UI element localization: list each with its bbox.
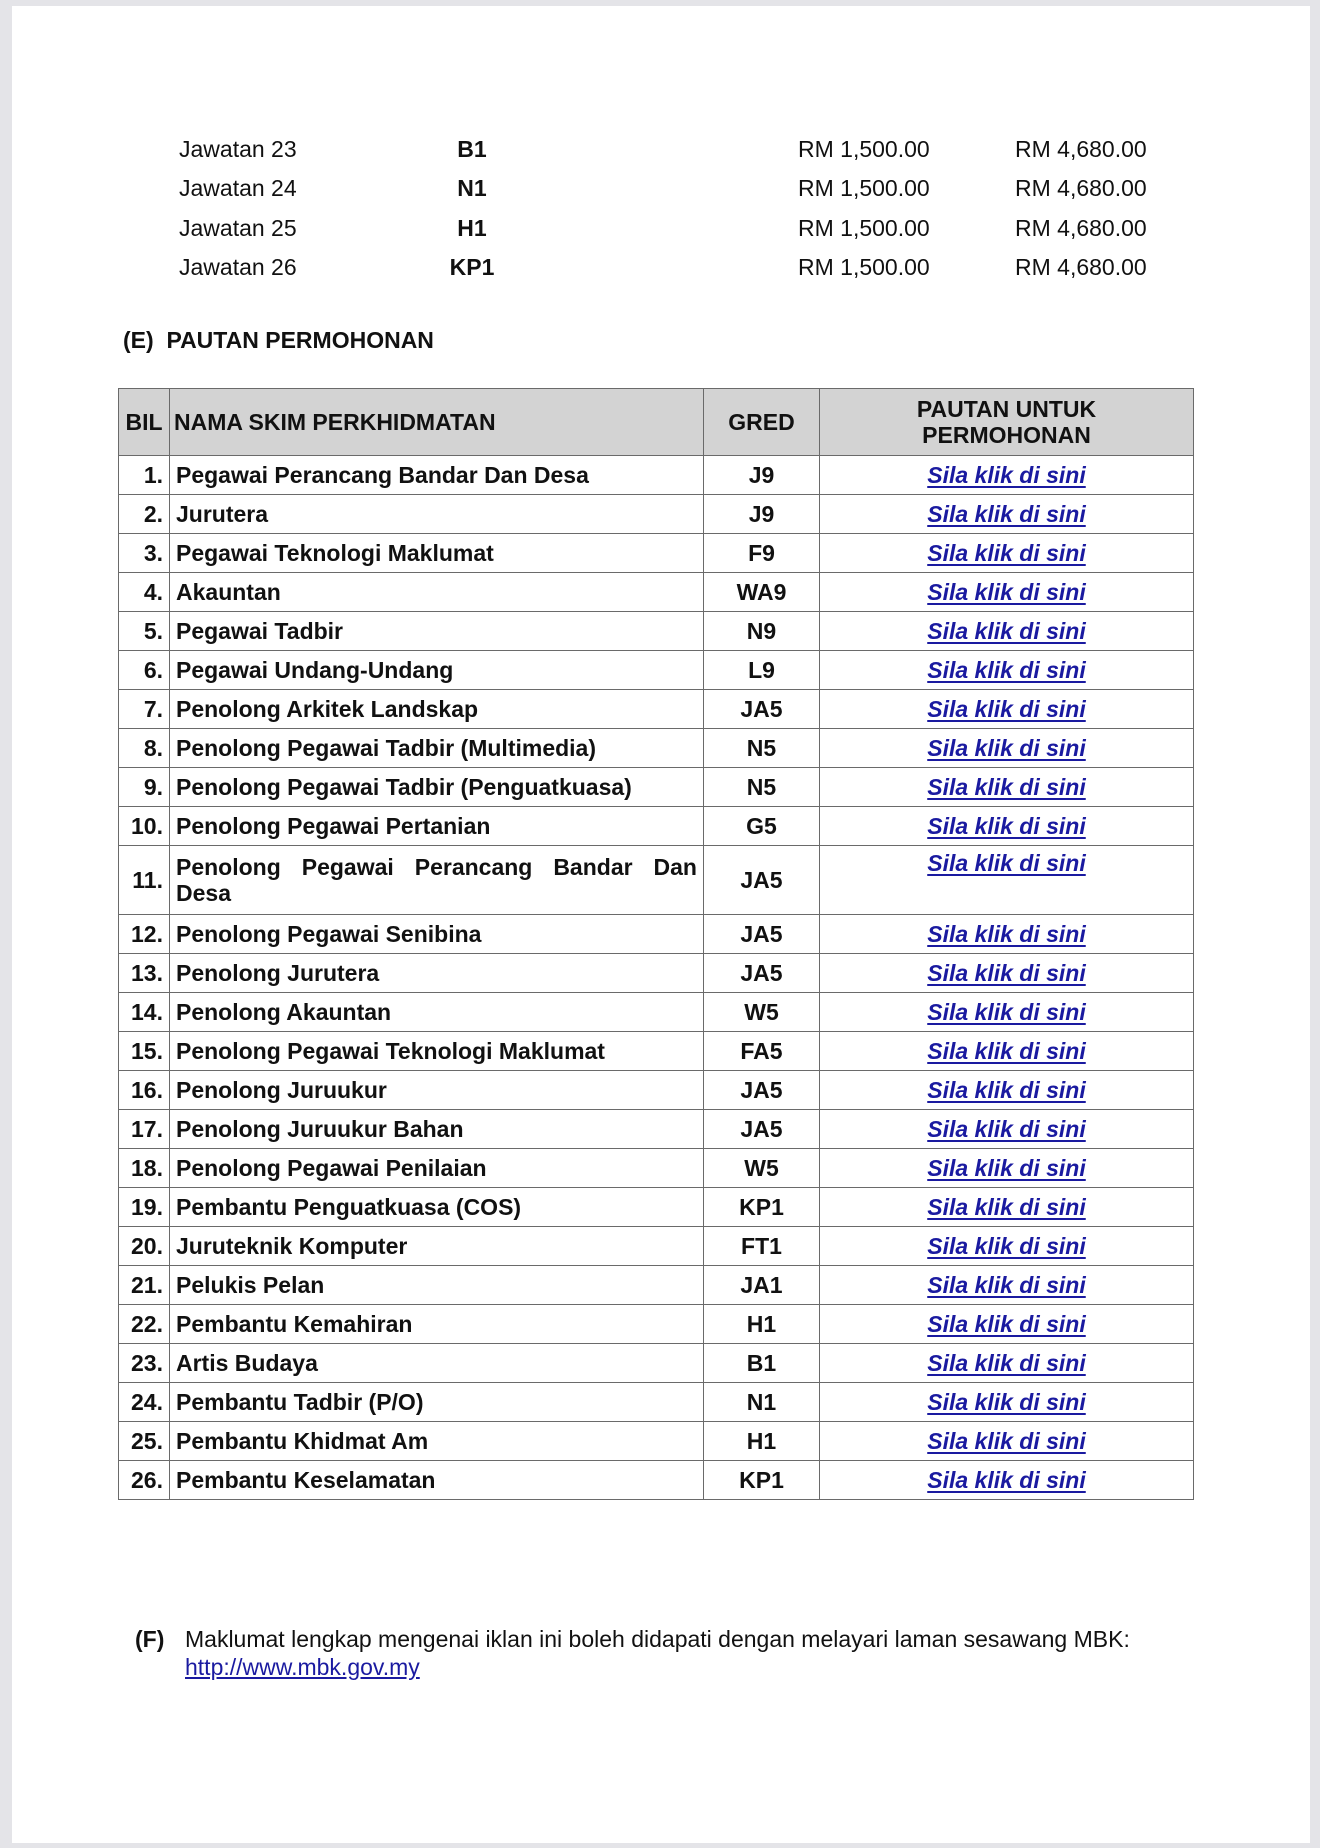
grade: N1 (704, 1383, 820, 1422)
section-f-text: Maklumat lengkap mengenai iklan ini boleh didapati dengan melayari laman sesawang MBK: (185, 1626, 1130, 1652)
header-link-line2: PERMOHONAN (922, 422, 1091, 448)
grade: H1 (704, 1305, 820, 1344)
apply-link[interactable]: Sila klik di sini (927, 1038, 1086, 1064)
link-cell (820, 1344, 1194, 1383)
grade: JA5 (704, 1071, 820, 1110)
link-cell (820, 534, 1194, 573)
apply-link[interactable]: Sila klik di sini (927, 1389, 1086, 1415)
salary-row (12, 134, 1310, 164)
link-cell (820, 612, 1194, 651)
row-number: 8. (119, 729, 170, 768)
scheme-name: Pelukis Pelan (170, 1266, 704, 1305)
row-number: 17. (119, 1110, 170, 1149)
position-name: Jawatan 23 (179, 136, 297, 162)
grade: H1 (704, 1422, 820, 1461)
table-row (119, 1344, 1194, 1383)
apply-link[interactable]: Sila klik di sini (927, 540, 1086, 566)
link-cell (820, 807, 1194, 846)
row-number: 24. (119, 1383, 170, 1422)
min-salary: RM 1,500.00 (798, 215, 930, 241)
apply-link[interactable]: Sila klik di sini (927, 696, 1086, 722)
section-e-heading: (E) PAUTAN PERMOHONAN (123, 327, 434, 353)
row-number: 26. (119, 1461, 170, 1500)
table-row (119, 729, 1194, 768)
apply-link[interactable]: Sila klik di sini (927, 579, 1086, 605)
table-row (119, 768, 1194, 807)
scheme-name: Pegawai Tadbir (170, 612, 704, 651)
table-row (119, 915, 1194, 954)
table-row (119, 1266, 1194, 1305)
apply-link[interactable]: Sila klik di sini (927, 1194, 1086, 1220)
row-number: 11. (119, 846, 170, 915)
row-number: 23. (119, 1344, 170, 1383)
grade: JA5 (704, 690, 820, 729)
scheme-name: Pembantu Tadbir (P/O) (170, 1383, 704, 1422)
table-row (119, 1422, 1194, 1461)
apply-link[interactable]: Sila klik di sini (927, 1350, 1086, 1376)
scheme-name: Penolong Jurutera (170, 954, 704, 993)
scheme-name: Penolong Arkitek Landskap (170, 690, 704, 729)
scheme-name: Pegawai Perancang Bandar Dan Desa (170, 456, 704, 495)
scheme-name: Jurutera (170, 495, 704, 534)
scheme-name: Pegawai Teknologi Maklumat (170, 534, 704, 573)
row-number: 4. (119, 573, 170, 612)
table-row (119, 1149, 1194, 1188)
apply-link[interactable]: Sila klik di sini (927, 774, 1086, 800)
grade: J9 (704, 495, 820, 534)
table-row (119, 612, 1194, 651)
application-links-table (118, 388, 1194, 1500)
row-number: 15. (119, 1032, 170, 1071)
scheme-name: Penolong Pegawai Teknologi Maklumat (170, 1032, 704, 1071)
apply-link[interactable]: Sila klik di sini (927, 1077, 1086, 1103)
link-cell (820, 495, 1194, 534)
table-row (119, 993, 1194, 1032)
table-row (119, 651, 1194, 690)
scheme-name: Penolong Juruukur (170, 1071, 704, 1110)
grade: JA5 (704, 954, 820, 993)
table-row (119, 534, 1194, 573)
scheme-name: Pembantu Keselamatan (170, 1461, 704, 1500)
table-row (119, 1227, 1194, 1266)
grade: N5 (704, 729, 820, 768)
apply-link[interactable]: Sila klik di sini (927, 1467, 1086, 1493)
scheme-name: Penolong Pegawai Tadbir (Penguatkuasa) (170, 768, 704, 807)
grade: KP1 (704, 1188, 820, 1227)
link-cell (820, 1266, 1194, 1305)
position-grade: H1 (457, 215, 487, 241)
apply-link[interactable]: Sila klik di sini (927, 813, 1086, 839)
table-row (119, 456, 1194, 495)
header-bil: BIL (119, 389, 170, 456)
apply-link[interactable]: Sila klik di sini (927, 1155, 1086, 1181)
grade: N5 (704, 768, 820, 807)
header-link-line1: PAUTAN UNTUK (916, 396, 1097, 422)
link-cell (820, 1071, 1194, 1110)
apply-link[interactable]: Sila klik di sini (927, 1272, 1086, 1298)
scheme-name: Juruteknik Komputer (170, 1227, 704, 1266)
table-row (119, 573, 1194, 612)
position-grade: B1 (457, 136, 487, 162)
scheme-name: Akauntan (170, 573, 704, 612)
link-cell (820, 1149, 1194, 1188)
link-cell (820, 954, 1194, 993)
scheme-name: Penolong Pegawai Penilaian (170, 1149, 704, 1188)
link-cell (820, 1227, 1194, 1266)
row-number: 5. (119, 612, 170, 651)
header-gred: GRED (704, 389, 820, 456)
max-salary: RM 4,680.00 (1015, 136, 1147, 162)
apply-link[interactable]: Sila klik di sini (927, 921, 1086, 947)
apply-link[interactable]: Sila klik di sini (927, 1116, 1086, 1142)
row-number: 1. (119, 456, 170, 495)
row-number: 25. (119, 1422, 170, 1461)
grade: L9 (704, 651, 820, 690)
link-cell (820, 690, 1194, 729)
table-row (119, 954, 1194, 993)
link-cell (820, 1032, 1194, 1071)
row-number: 9. (119, 768, 170, 807)
scheme-name: Penolong Pegawai Pertanian (170, 807, 704, 846)
header-link (820, 389, 1194, 456)
scheme-name: Pembantu Kemahiran (170, 1305, 704, 1344)
apply-link[interactable]: Sila klik di sini (927, 999, 1086, 1025)
table-row (119, 690, 1194, 729)
grade: JA5 (704, 915, 820, 954)
link-cell (820, 1422, 1194, 1461)
link-cell (820, 729, 1194, 768)
scheme-name: Artis Budaya (170, 1344, 704, 1383)
table-row (119, 1461, 1194, 1500)
apply-link[interactable]: Sila klik di sini (927, 1428, 1086, 1454)
link-cell (820, 573, 1194, 612)
position-name: Jawatan 25 (179, 215, 297, 241)
grade: FA5 (704, 1032, 820, 1071)
apply-link[interactable]: Sila klik di sini (927, 960, 1086, 986)
max-salary: RM 4,680.00 (1015, 175, 1147, 201)
row-number: 21. (119, 1266, 170, 1305)
apply-link[interactable]: Sila klik di sini (927, 462, 1086, 488)
row-number: 22. (119, 1305, 170, 1344)
min-salary: RM 1,500.00 (798, 136, 930, 162)
grade: KP1 (704, 1461, 820, 1500)
apply-link[interactable]: Sila klik di sini (927, 1233, 1086, 1259)
grade: WA9 (704, 573, 820, 612)
scheme-name: Pegawai Undang-Undang (170, 651, 704, 690)
table-row (119, 1032, 1194, 1071)
salary-row (12, 252, 1310, 282)
link-cell (820, 768, 1194, 807)
document-page (12, 6, 1310, 1843)
table-row (119, 1110, 1194, 1149)
row-number: 14. (119, 993, 170, 1032)
apply-link[interactable]: Sila klik di sini (927, 657, 1086, 683)
row-number: 19. (119, 1188, 170, 1227)
max-salary: RM 4,680.00 (1015, 254, 1147, 280)
table-header-row (119, 389, 1194, 456)
row-number: 6. (119, 651, 170, 690)
scheme-name: Pembantu Penguatkuasa (COS) (170, 1188, 704, 1227)
apply-link[interactable]: Sila klik di sini (927, 1311, 1086, 1337)
position-grade: N1 (457, 175, 487, 201)
grade: N9 (704, 612, 820, 651)
table-row (119, 1305, 1194, 1344)
salary-row (12, 213, 1310, 243)
table-row (119, 1383, 1194, 1422)
row-number: 2. (119, 495, 170, 534)
link-cell (820, 1110, 1194, 1149)
apply-link[interactable]: Sila klik di sini (927, 850, 1086, 876)
grade: W5 (704, 1149, 820, 1188)
position-name: Jawatan 26 (179, 254, 297, 280)
link-cell (820, 846, 1194, 915)
link-cell (820, 456, 1194, 495)
mbk-website-link[interactable]: http://www.mbk.gov.my (185, 1654, 420, 1680)
grade: J9 (704, 456, 820, 495)
grade: JA1 (704, 1266, 820, 1305)
apply-link[interactable]: Sila klik di sini (927, 618, 1086, 644)
row-number: 20. (119, 1227, 170, 1266)
position-name: Jawatan 24 (179, 175, 297, 201)
header-name: NAMA SKIM PERKHIDMATAN (170, 389, 704, 456)
link-cell (820, 1305, 1194, 1344)
grade: W5 (704, 993, 820, 1032)
scheme-name: Pembantu Khidmat Am (170, 1422, 704, 1461)
link-cell (820, 1461, 1194, 1500)
grade: JA5 (704, 846, 820, 915)
table-row (119, 1071, 1194, 1110)
link-cell (820, 993, 1194, 1032)
link-cell (820, 1188, 1194, 1227)
table-row (119, 807, 1194, 846)
min-salary: RM 1,500.00 (798, 254, 930, 280)
scheme-name: Penolong Akauntan (170, 993, 704, 1032)
row-number: 10. (119, 807, 170, 846)
grade: FT1 (704, 1227, 820, 1266)
scheme-name: Penolong Pegawai Senibina (170, 915, 704, 954)
table-row (119, 846, 1194, 915)
table-row (119, 1188, 1194, 1227)
row-number: 3. (119, 534, 170, 573)
section-f-label: (F) (135, 1626, 165, 1652)
scheme-name: Penolong Juruukur Bahan (170, 1110, 704, 1149)
row-number: 7. (119, 690, 170, 729)
row-number: 12. (119, 915, 170, 954)
link-cell (820, 915, 1194, 954)
table-row (119, 495, 1194, 534)
grade: F9 (704, 534, 820, 573)
scheme-name: Penolong Pegawai Tadbir (Multimedia) (170, 729, 704, 768)
grade: G5 (704, 807, 820, 846)
apply-link[interactable]: Sila klik di sini (927, 735, 1086, 761)
row-number: 13. (119, 954, 170, 993)
max-salary: RM 4,680.00 (1015, 215, 1147, 241)
row-number: 18. (119, 1149, 170, 1188)
apply-link[interactable]: Sila klik di sini (927, 501, 1086, 527)
min-salary: RM 1,500.00 (798, 175, 930, 201)
grade: JA5 (704, 1110, 820, 1149)
grade: B1 (704, 1344, 820, 1383)
salary-row (12, 173, 1310, 203)
link-cell (820, 651, 1194, 690)
link-cell (820, 1383, 1194, 1422)
scheme-name: Penolong Pegawai Perancang Bandar Dan Desa (170, 846, 704, 915)
position-grade: KP1 (449, 254, 495, 280)
row-number: 16. (119, 1071, 170, 1110)
